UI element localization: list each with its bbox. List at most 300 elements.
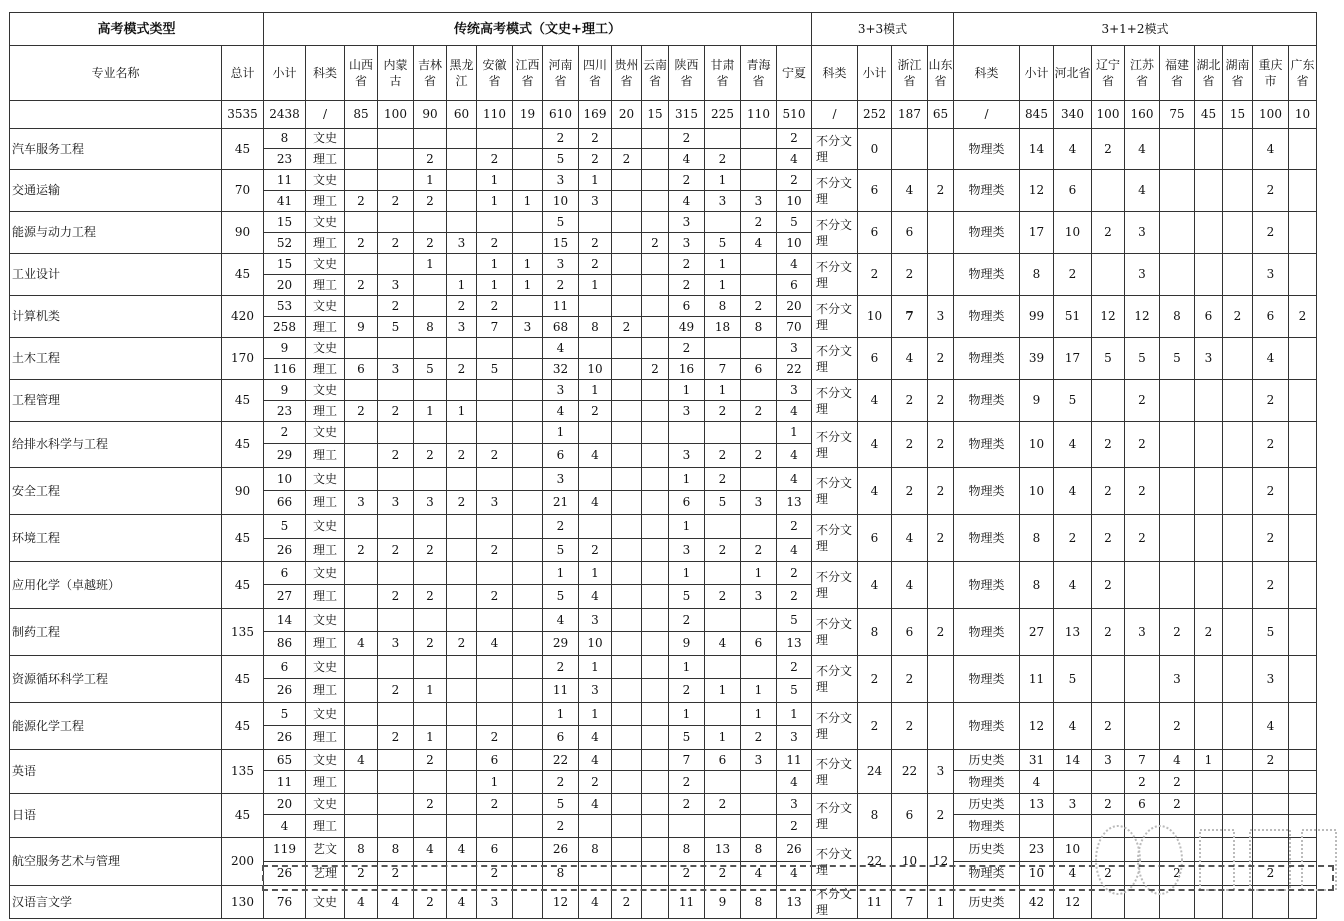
m312-subject: 物理类 xyxy=(954,562,1020,609)
province-total: 610 xyxy=(543,101,579,129)
province-quota xyxy=(447,726,477,750)
major-row xyxy=(10,380,1317,401)
province-quota: 6 xyxy=(1253,296,1289,338)
province-quota xyxy=(612,794,642,815)
province-quota: 1 xyxy=(705,679,741,703)
province-quota: 2 xyxy=(414,886,447,919)
province-total: 160 xyxy=(1125,101,1160,129)
province-quota xyxy=(741,380,777,401)
province-quota: 1 xyxy=(741,562,777,585)
province-quota xyxy=(612,656,642,679)
province-quota: 2 xyxy=(892,380,928,422)
province-quota: 2 xyxy=(378,539,414,562)
province-quota xyxy=(1223,254,1253,296)
province-quota: 1 xyxy=(513,254,543,275)
province-quota xyxy=(1223,862,1253,886)
province-quota: 4 xyxy=(892,515,928,562)
province-quota xyxy=(642,422,669,444)
province-quota: 3 xyxy=(1054,794,1092,815)
province-quota xyxy=(705,338,741,359)
province-quota: 2 xyxy=(892,656,928,703)
major-total: 45 xyxy=(222,254,264,296)
province-quota xyxy=(1223,468,1253,515)
province-quota: 1 xyxy=(447,401,477,422)
province-quota: 2 xyxy=(447,491,477,515)
province-quota: 5 xyxy=(543,149,579,170)
province-quota xyxy=(642,296,669,317)
province-quota xyxy=(378,771,414,794)
m312-subtotal: 12 xyxy=(1020,170,1054,212)
province-quota: 6 xyxy=(777,275,812,296)
province-quota xyxy=(741,275,777,296)
province-quota: 2 xyxy=(741,296,777,317)
province-quota: 3 xyxy=(741,585,777,609)
m312-subject: 物理类 xyxy=(954,703,1020,750)
province-quota: 3 xyxy=(513,317,543,338)
province-quota: 8 xyxy=(741,838,777,862)
province-quota xyxy=(1125,703,1160,750)
province-quota xyxy=(1160,380,1195,422)
province-quota: 2 xyxy=(669,254,705,275)
province-quota xyxy=(612,380,642,401)
province-quota xyxy=(642,815,669,838)
province-quota: 2 xyxy=(414,750,447,771)
province-quota xyxy=(1223,703,1253,750)
province-quota xyxy=(642,275,669,296)
major-total: 200 xyxy=(222,838,264,886)
province-quota xyxy=(345,771,378,794)
province-quota xyxy=(513,771,543,794)
m33-subject: 不分文理 xyxy=(812,212,858,254)
province-quota xyxy=(1253,794,1289,815)
province-quota xyxy=(1195,886,1223,919)
major-name: 汽车服务工程 xyxy=(10,129,222,170)
province-quota xyxy=(513,338,543,359)
major-name: 汉语言文学 xyxy=(10,886,222,919)
row-subject: 文史 xyxy=(306,656,345,679)
province-quota: 2 xyxy=(1092,794,1125,815)
m312-subject: 物理类 xyxy=(954,338,1020,380)
province-quota: 1 xyxy=(414,170,447,191)
province-quota: 2 xyxy=(1054,515,1092,562)
province-quota: 3 xyxy=(1125,609,1160,656)
province-quota: 1 xyxy=(513,191,543,212)
province-quota: 3 xyxy=(928,296,954,338)
province-quota: 2 xyxy=(669,771,705,794)
province-quota: 3 xyxy=(777,794,812,815)
province-quota: 2 xyxy=(1125,771,1160,794)
mode-33-header: 3+3模式 xyxy=(812,13,954,46)
major-row xyxy=(10,794,1317,815)
province-quota xyxy=(414,515,447,539)
province-quota xyxy=(1195,794,1223,815)
m33-subtotal: 22 xyxy=(858,838,892,886)
province-quota xyxy=(1195,468,1223,515)
major-name: 安全工程 xyxy=(10,468,222,515)
province-quota xyxy=(513,296,543,317)
m312-subject: 物理类 xyxy=(954,422,1020,468)
province-quota xyxy=(1289,170,1317,212)
province-quota: 2 xyxy=(1253,170,1289,212)
province-quota xyxy=(1092,254,1125,296)
row-subject: 文史 xyxy=(306,296,345,317)
province-quota: 6 xyxy=(705,750,741,771)
province-quota: 2 xyxy=(1253,468,1289,515)
province-quota: 2 xyxy=(579,539,612,562)
province-quota xyxy=(612,862,642,886)
province-quota: 5 xyxy=(1092,338,1125,380)
province-quota: 8 xyxy=(741,317,777,338)
major-total: 90 xyxy=(222,212,264,254)
province-quota xyxy=(1289,771,1317,794)
province-quota xyxy=(642,862,669,886)
province-quota xyxy=(612,771,642,794)
province-quota: 2 xyxy=(543,656,579,679)
province-quota xyxy=(741,129,777,149)
province-quota: 2 xyxy=(1253,212,1289,254)
m33-subject: 不分文理 xyxy=(812,296,858,338)
province-quota xyxy=(477,380,513,401)
province-quota: 4 xyxy=(1125,170,1160,212)
province-quota: 5 xyxy=(1253,609,1289,656)
province-quota xyxy=(1289,656,1317,703)
province-quota xyxy=(513,491,543,515)
m312-subtotal: 11 xyxy=(1020,656,1054,703)
province-quota xyxy=(579,338,612,359)
province-quota: 2 xyxy=(928,380,954,422)
province-quota xyxy=(477,562,513,585)
province-quota xyxy=(642,317,669,338)
province-quota: 3 xyxy=(1125,212,1160,254)
m312-subtotal: 12 xyxy=(1020,703,1054,750)
province-quota xyxy=(513,838,543,862)
province-quota: 2 xyxy=(477,585,513,609)
province-quota xyxy=(612,632,642,656)
province-quota xyxy=(612,515,642,539)
total-header: 总计 xyxy=(222,46,264,101)
m33-subject: 不分文理 xyxy=(812,562,858,609)
m33-subtotal: 11 xyxy=(858,886,892,919)
province-quota xyxy=(642,539,669,562)
m312-subject: 物理类 xyxy=(954,515,1020,562)
province-quota xyxy=(705,212,741,233)
province-quota: 2 xyxy=(1160,862,1195,886)
province-quota: 5 xyxy=(669,585,705,609)
province-quota xyxy=(378,750,414,771)
province-quota: 29 xyxy=(543,632,579,656)
province-quota: 2 xyxy=(378,296,414,317)
row-subject: 理工 xyxy=(306,444,345,468)
province-quota xyxy=(1289,862,1317,886)
province-quota: 2 xyxy=(378,679,414,703)
province-quota xyxy=(669,815,705,838)
province-quota: 2 xyxy=(345,862,378,886)
province-quota: 1 xyxy=(777,422,812,444)
province-quota xyxy=(513,539,543,562)
province-quota xyxy=(414,771,447,794)
province-quota xyxy=(345,296,378,317)
province-quota xyxy=(477,468,513,491)
m312-subject: 历史类 xyxy=(954,794,1020,815)
trad-subtotal-header: 小计 xyxy=(264,46,306,101)
province-total: 100 xyxy=(378,101,414,129)
province-quota: 3 xyxy=(669,401,705,422)
mode-type-header: 高考模式类型 xyxy=(10,13,264,46)
major-total: 170 xyxy=(222,338,264,380)
province-quota xyxy=(345,656,378,679)
province-quota: 2 xyxy=(669,609,705,632)
m33-subject: 不分文理 xyxy=(812,750,858,794)
province-quota: 3 xyxy=(777,338,812,359)
province-quota xyxy=(612,815,642,838)
province-quota: 3 xyxy=(669,444,705,468)
major-total: 420 xyxy=(222,296,264,338)
province-quota: 4 xyxy=(892,562,928,609)
traditional-mode-header: 传统高考模式（文史+理工） xyxy=(264,13,812,46)
province-quota: 5 xyxy=(777,609,812,632)
province-quota xyxy=(705,656,741,679)
province-quota xyxy=(579,468,612,491)
province-quota xyxy=(1223,170,1253,212)
province-quota xyxy=(447,515,477,539)
row-subject: 理工 xyxy=(306,401,345,422)
major-name: 英语 xyxy=(10,750,222,794)
province-quota: 2 xyxy=(1125,380,1160,422)
province-quota xyxy=(612,491,642,515)
province-quota xyxy=(447,815,477,838)
province-total: 315 xyxy=(669,101,705,129)
row-subject: 理工 xyxy=(306,275,345,296)
province-quota: 10 xyxy=(579,359,612,380)
province-header: 河北省 xyxy=(1054,46,1092,101)
province-quota: 3 xyxy=(928,750,954,794)
m312-subtotal-header: 小计 xyxy=(1020,46,1054,101)
province-quota: 1 xyxy=(777,703,812,726)
province-quota: 2 xyxy=(414,539,447,562)
province-total: 340 xyxy=(1054,101,1092,129)
row-subtotal: 5 xyxy=(264,515,306,539)
row-subtotal: 76 xyxy=(264,886,306,919)
province-quota xyxy=(1125,862,1160,886)
province-quota: 3 xyxy=(669,233,705,254)
province-quota: 1 xyxy=(579,703,612,726)
province-total: 10 xyxy=(1289,101,1317,129)
m33-subject: 不分文理 xyxy=(812,380,858,422)
m33-subtotal: 10 xyxy=(858,296,892,338)
province-quota: 4 xyxy=(378,886,414,919)
province-quota: 2 xyxy=(669,679,705,703)
province-quota: 3 xyxy=(741,491,777,515)
province-quota: 3 xyxy=(579,191,612,212)
row-subject: 理工 xyxy=(306,585,345,609)
province-quota xyxy=(705,609,741,632)
province-quota xyxy=(612,296,642,317)
province-quota xyxy=(1289,609,1317,656)
province-total: 75 xyxy=(1160,101,1195,129)
province-quota xyxy=(612,726,642,750)
province-quota: 4 xyxy=(345,750,378,771)
province-quota: 2 xyxy=(1160,703,1195,750)
row-subject: 文史 xyxy=(306,468,345,491)
province-quota xyxy=(513,794,543,815)
province-quota: 2 xyxy=(414,585,447,609)
province-quota xyxy=(642,562,669,585)
province-quota xyxy=(447,129,477,149)
m33-subtotal: 6 xyxy=(858,170,892,212)
m312-subtotal: 99 xyxy=(1020,296,1054,338)
major-row xyxy=(10,129,1317,149)
province-quota xyxy=(447,254,477,275)
province-quota xyxy=(1289,380,1317,422)
province-quota xyxy=(1092,838,1125,862)
row-subtotal: 26 xyxy=(264,679,306,703)
province-quota: 1 xyxy=(669,656,705,679)
row-subject: 理工 xyxy=(306,491,345,515)
province-quota: 4 xyxy=(477,632,513,656)
province-quota: 4 xyxy=(1054,129,1092,170)
province-quota xyxy=(612,191,642,212)
row-subject: 理工 xyxy=(306,632,345,656)
province-quota: 2 xyxy=(928,515,954,562)
province-quota: 4 xyxy=(705,632,741,656)
province-quota xyxy=(642,170,669,191)
province-quota xyxy=(642,771,669,794)
major-name: 资源循环科学工程 xyxy=(10,656,222,703)
major-name: 给排水科学与工程 xyxy=(10,422,222,468)
province-quota: 3 xyxy=(1195,338,1223,380)
province-quota xyxy=(928,129,954,170)
province-quota: 8 xyxy=(579,838,612,862)
province-quota: 3 xyxy=(543,170,579,191)
province-quota: 2 xyxy=(705,539,741,562)
province-quota xyxy=(447,380,477,401)
province-total: 60 xyxy=(447,101,477,129)
m312-subject: 物理类 xyxy=(954,254,1020,296)
m33-subject: 不分文理 xyxy=(812,468,858,515)
row-subject: 理工 xyxy=(306,191,345,212)
province-quota: 2 xyxy=(414,233,447,254)
province-quota: 2 xyxy=(579,233,612,254)
m33-subtotal: 4 xyxy=(858,422,892,468)
province-quota: 2 xyxy=(414,632,447,656)
province-quota xyxy=(378,380,414,401)
province-quota xyxy=(345,380,378,401)
province-total: 19 xyxy=(513,101,543,129)
province-quota: 2 xyxy=(612,149,642,170)
province-quota xyxy=(642,254,669,275)
province-quota: 4 xyxy=(579,585,612,609)
province-quota: 4 xyxy=(345,632,378,656)
major-row xyxy=(10,468,1317,491)
province-quota: 6 xyxy=(892,794,928,838)
province-quota: 3 xyxy=(378,491,414,515)
province-quota: 5 xyxy=(1054,656,1092,703)
province-quota: 20 xyxy=(777,296,812,317)
province-quota: 2 xyxy=(928,338,954,380)
province-quota xyxy=(477,515,513,539)
m312-subject: 历史类 xyxy=(954,838,1020,862)
province-quota: 2 xyxy=(447,632,477,656)
row-subtotal: 15 xyxy=(264,212,306,233)
province-quota xyxy=(579,862,612,886)
province-quota: 12 xyxy=(1054,886,1092,919)
province-quota: 13 xyxy=(777,491,812,515)
row-subtotal: 6 xyxy=(264,562,306,585)
province-quota: 4 xyxy=(579,794,612,815)
province-header: 山东省 xyxy=(928,46,954,101)
province-quota: 5 xyxy=(705,491,741,515)
province-quota: 6 xyxy=(345,359,378,380)
province-quota: 8 xyxy=(669,838,705,862)
province-quota xyxy=(579,422,612,444)
row-subtotal: 20 xyxy=(264,794,306,815)
province-quota xyxy=(612,129,642,149)
province-quota xyxy=(741,254,777,275)
province-quota xyxy=(642,380,669,401)
province-quota xyxy=(741,338,777,359)
province-quota xyxy=(447,170,477,191)
province-quota: 1 xyxy=(741,703,777,726)
province-quota xyxy=(414,129,447,149)
province-quota: 4 xyxy=(1054,562,1092,609)
province-quota xyxy=(1289,468,1317,515)
m33-subject: 不分文理 xyxy=(812,886,858,919)
province-quota xyxy=(612,254,642,275)
province-quota: 4 xyxy=(447,838,477,862)
province-quota xyxy=(642,679,669,703)
province-quota: 2 xyxy=(928,468,954,515)
province-quota: 2 xyxy=(543,129,579,149)
province-quota xyxy=(414,656,447,679)
m33-subtotal: 2 xyxy=(858,656,892,703)
province-quota xyxy=(612,539,642,562)
province-quota xyxy=(1223,380,1253,422)
province-quota: 2 xyxy=(669,170,705,191)
major-total: 45 xyxy=(222,656,264,703)
row-subtotal: 258 xyxy=(264,317,306,338)
row-subtotal: 65 xyxy=(264,750,306,771)
province-quota: 4 xyxy=(1160,750,1195,771)
province-quota xyxy=(1092,815,1125,838)
province-quota xyxy=(1054,815,1092,838)
m312-subject: 物理类 xyxy=(954,296,1020,338)
province-quota xyxy=(741,609,777,632)
m312-subtotal: 27 xyxy=(1020,609,1054,656)
province-quota xyxy=(447,562,477,585)
province-total: 169 xyxy=(579,101,612,129)
province-total: 510 xyxy=(777,101,812,129)
province-quota xyxy=(642,609,669,632)
province-quota: 2 xyxy=(447,359,477,380)
province-header: 青海省 xyxy=(741,46,777,101)
province-quota: 12 xyxy=(928,838,954,886)
province-quota: 2 xyxy=(705,149,741,170)
province-quota xyxy=(345,585,378,609)
province-quota xyxy=(1092,886,1125,919)
province-quota: 4 xyxy=(1054,703,1092,750)
province-header: 河南省 xyxy=(543,46,579,101)
province-quota xyxy=(378,794,414,815)
province-quota: 4 xyxy=(1054,422,1092,468)
province-quota xyxy=(612,750,642,771)
province-quota: 2 xyxy=(378,444,414,468)
row-subject: 理工 xyxy=(306,539,345,562)
row-subject: 文史 xyxy=(306,886,345,919)
province-quota xyxy=(642,515,669,539)
row-subtotal: 26 xyxy=(264,726,306,750)
province-quota xyxy=(345,444,378,468)
province-quota xyxy=(1160,254,1195,296)
